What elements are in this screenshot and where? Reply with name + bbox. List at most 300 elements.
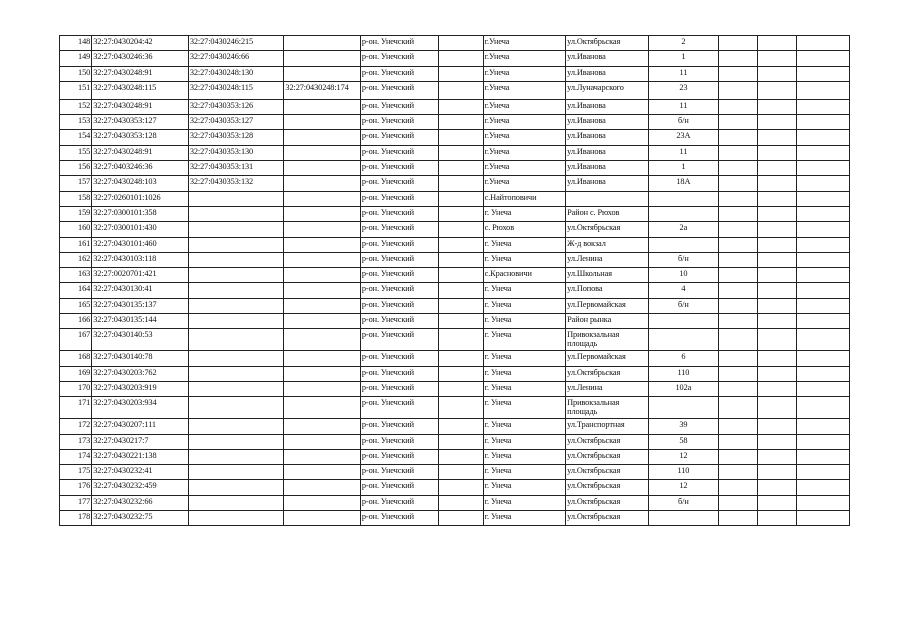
street-cell: ул.Школьная xyxy=(566,268,649,283)
row-number: 170 xyxy=(60,381,92,396)
cadastral-number-1: 32:27:0430140:78 xyxy=(92,351,189,366)
empty-cell-1 xyxy=(719,298,758,313)
cadastral-number-1: 32:27:0430353:128 xyxy=(92,130,189,145)
house-number-cell: 11 xyxy=(648,66,718,81)
table-row xyxy=(60,206,850,221)
row-number: 148 xyxy=(60,36,92,51)
house-number-cell xyxy=(648,397,718,419)
empty-cell-3 xyxy=(796,206,849,221)
empty-cell-3 xyxy=(796,115,849,130)
settlement-cell: г. Унеча xyxy=(483,495,566,510)
empty-cell-2 xyxy=(758,145,796,160)
empty-cell-3 xyxy=(796,191,849,206)
spacer-cell xyxy=(439,397,483,419)
cadastral-number-2 xyxy=(188,449,284,464)
house-number-cell: 4 xyxy=(648,283,718,298)
empty-cell-3 xyxy=(796,237,849,252)
settlement-cell: г. Унеча xyxy=(483,449,566,464)
spacer-cell xyxy=(439,495,483,510)
cadastral-number-1: 32:27:0300101:358 xyxy=(92,206,189,221)
empty-cell-3 xyxy=(796,283,849,298)
empty-cell-1 xyxy=(719,268,758,283)
cadastral-number-3 xyxy=(284,465,360,480)
empty-cell-3 xyxy=(796,397,849,419)
empty-cell-2 xyxy=(758,252,796,267)
empty-cell-3 xyxy=(796,366,849,381)
district-cell: р-он. Унечский xyxy=(360,511,438,526)
cadastral-number-1: 32:27:0430248:103 xyxy=(92,176,189,191)
empty-cell-3 xyxy=(796,381,849,396)
empty-cell-1 xyxy=(719,449,758,464)
street-cell xyxy=(566,191,649,206)
table-row xyxy=(60,81,850,99)
house-number-cell xyxy=(648,206,718,221)
row-number: 152 xyxy=(60,99,92,114)
row-number: 161 xyxy=(60,237,92,252)
cadastral-number-2: 32:27:0430353:131 xyxy=(188,161,284,176)
empty-cell-2 xyxy=(758,99,796,114)
spacer-cell xyxy=(439,465,483,480)
empty-cell-1 xyxy=(719,36,758,51)
spacer-cell xyxy=(439,268,483,283)
row-number: 177 xyxy=(60,495,92,510)
cadastral-number-3 xyxy=(284,283,360,298)
empty-cell-3 xyxy=(796,268,849,283)
street-cell: ул.Попова xyxy=(566,283,649,298)
spacer-cell xyxy=(439,366,483,381)
district-cell: р-он. Унечский xyxy=(360,381,438,396)
cadastral-number-2 xyxy=(188,283,284,298)
spacer-cell xyxy=(439,145,483,160)
table-row xyxy=(60,176,850,191)
district-cell: р-он. Унечский xyxy=(360,268,438,283)
empty-cell-1 xyxy=(719,206,758,221)
row-number: 160 xyxy=(60,222,92,237)
row-number: 173 xyxy=(60,434,92,449)
cadastral-number-2 xyxy=(188,511,284,526)
cadastral-number-2: 32:27:0430353:127 xyxy=(188,115,284,130)
house-number-cell: 11 xyxy=(648,99,718,114)
cadastral-number-1: 32:27:0403246:36 xyxy=(92,161,189,176)
settlement-cell: г.Унеча xyxy=(483,51,566,66)
table-row xyxy=(60,222,850,237)
empty-cell-2 xyxy=(758,283,796,298)
cadastral-number-3 xyxy=(284,222,360,237)
row-number: 162 xyxy=(60,252,92,267)
row-number: 154 xyxy=(60,130,92,145)
cadastral-number-3 xyxy=(284,434,360,449)
settlement-cell: г. Унеча xyxy=(483,434,566,449)
cadastral-number-1: 32:27:0430207:111 xyxy=(92,419,189,434)
empty-cell-1 xyxy=(719,329,758,351)
house-number-cell xyxy=(648,329,718,351)
street-cell: Привокзальная площадь xyxy=(566,397,649,419)
spacer-cell xyxy=(439,351,483,366)
empty-cell-1 xyxy=(719,99,758,114)
cadastral-number-3 xyxy=(284,298,360,313)
settlement-cell: г. Унеча xyxy=(483,480,566,495)
empty-cell-2 xyxy=(758,480,796,495)
empty-cell-2 xyxy=(758,298,796,313)
cadastral-number-1: 32:27:0430246:36 xyxy=(92,51,189,66)
table-row xyxy=(60,66,850,81)
street-cell: ул.Транспортная xyxy=(566,419,649,434)
settlement-cell: г.Унеча xyxy=(483,36,566,51)
spacer-cell xyxy=(439,176,483,191)
cadastral-number-3 xyxy=(284,145,360,160)
empty-cell-2 xyxy=(758,314,796,329)
house-number-cell: 11 xyxy=(648,145,718,160)
cadastral-number-2 xyxy=(188,191,284,206)
table-row xyxy=(60,495,850,510)
cadastral-number-3 xyxy=(284,397,360,419)
cadastral-number-2 xyxy=(188,237,284,252)
cadastral-number-3 xyxy=(284,366,360,381)
settlement-cell: г. Унеча xyxy=(483,351,566,366)
empty-cell-1 xyxy=(719,381,758,396)
cadastral-number-2 xyxy=(188,366,284,381)
empty-cell-1 xyxy=(719,314,758,329)
street-cell: ул.Октябрьская xyxy=(566,465,649,480)
spacer-cell xyxy=(439,237,483,252)
table-row xyxy=(60,161,850,176)
empty-cell-1 xyxy=(719,495,758,510)
row-number: 166 xyxy=(60,314,92,329)
district-cell: р-он. Унечский xyxy=(360,480,438,495)
street-cell: ул.Иванова xyxy=(566,145,649,160)
empty-cell-2 xyxy=(758,115,796,130)
empty-cell-1 xyxy=(719,161,758,176)
street-cell: ул.Луначарского xyxy=(566,81,649,99)
table-row xyxy=(60,480,850,495)
table-row xyxy=(60,449,850,464)
empty-cell-1 xyxy=(719,252,758,267)
cadastral-number-3 xyxy=(284,511,360,526)
cadastral-number-1: 32:27:0430248:115 xyxy=(92,81,189,99)
table-row xyxy=(60,419,850,434)
empty-cell-1 xyxy=(719,465,758,480)
empty-cell-3 xyxy=(796,329,849,351)
cadastral-number-2 xyxy=(188,434,284,449)
house-number-cell: 23 xyxy=(648,81,718,99)
house-number-cell: 10 xyxy=(648,268,718,283)
settlement-cell: г. Унеча xyxy=(483,329,566,351)
cadastral-number-1: 32:27:0300101:430 xyxy=(92,222,189,237)
row-number: 155 xyxy=(60,145,92,160)
table-row xyxy=(60,115,850,130)
settlement-cell: г.Унеча xyxy=(483,81,566,99)
house-number-cell: 12 xyxy=(648,480,718,495)
district-cell: р-он. Унечский xyxy=(360,329,438,351)
table-row xyxy=(60,99,850,114)
table-row xyxy=(60,298,850,313)
spacer-cell xyxy=(439,191,483,206)
street-cell: ул.Первомайская xyxy=(566,351,649,366)
settlement-cell: г. Унеча xyxy=(483,366,566,381)
cadastral-number-3 xyxy=(284,449,360,464)
settlement-cell: г. Унеча xyxy=(483,252,566,267)
street-cell: ул.Октябрьская xyxy=(566,495,649,510)
street-cell: ул.Октябрьская xyxy=(566,222,649,237)
empty-cell-3 xyxy=(796,495,849,510)
empty-cell-2 xyxy=(758,511,796,526)
cadastral-number-1: 32:27:0430353:127 xyxy=(92,115,189,130)
house-number-cell: 2а xyxy=(648,222,718,237)
empty-cell-1 xyxy=(719,66,758,81)
row-number: 158 xyxy=(60,191,92,206)
settlement-cell: с.Красновичи xyxy=(483,268,566,283)
empty-cell-1 xyxy=(719,419,758,434)
street-cell: ул.Иванова xyxy=(566,130,649,145)
district-cell: р-он. Унечский xyxy=(360,283,438,298)
row-number: 156 xyxy=(60,161,92,176)
empty-cell-1 xyxy=(719,51,758,66)
table-row xyxy=(60,381,850,396)
empty-cell-2 xyxy=(758,191,796,206)
cadastral-number-1: 32:27:0430232:459 xyxy=(92,480,189,495)
empty-cell-2 xyxy=(758,434,796,449)
empty-cell-2 xyxy=(758,36,796,51)
cadastral-number-2: 32:27:0430353:128 xyxy=(188,130,284,145)
cadastral-number-3 xyxy=(284,314,360,329)
street-cell: ул.Иванова xyxy=(566,99,649,114)
empty-cell-2 xyxy=(758,237,796,252)
district-cell: р-он. Унечский xyxy=(360,145,438,160)
house-number-cell xyxy=(648,237,718,252)
cadastral-number-2 xyxy=(188,381,284,396)
cadastral-number-3 xyxy=(284,237,360,252)
spacer-cell xyxy=(439,115,483,130)
empty-cell-1 xyxy=(719,115,758,130)
empty-cell-3 xyxy=(796,176,849,191)
row-number: 167 xyxy=(60,329,92,351)
spacer-cell xyxy=(439,283,483,298)
table-row xyxy=(60,465,850,480)
empty-cell-2 xyxy=(758,176,796,191)
district-cell: р-он. Унечский xyxy=(360,314,438,329)
empty-cell-3 xyxy=(796,298,849,313)
empty-cell-1 xyxy=(719,176,758,191)
cadastral-number-1: 32:27:0430103:118 xyxy=(92,252,189,267)
spacer-cell xyxy=(439,81,483,99)
street-cell: ул.Иванова xyxy=(566,115,649,130)
cadastral-number-2 xyxy=(188,465,284,480)
settlement-cell: с. Рюхов xyxy=(483,222,566,237)
house-number-cell xyxy=(648,511,718,526)
street-cell: ул.Октябрьская xyxy=(566,36,649,51)
cadastral-number-1: 32:27:0430232:41 xyxy=(92,465,189,480)
settlement-cell: г. Унеча xyxy=(483,298,566,313)
settlement-cell: г. Унеча xyxy=(483,237,566,252)
row-number: 172 xyxy=(60,419,92,434)
cadastral-number-2 xyxy=(188,351,284,366)
cadastral-number-3 xyxy=(284,495,360,510)
district-cell: р-он. Унечский xyxy=(360,161,438,176)
table-row xyxy=(60,36,850,51)
row-number: 165 xyxy=(60,298,92,313)
row-number: 174 xyxy=(60,449,92,464)
empty-cell-3 xyxy=(796,465,849,480)
cadastral-number-2 xyxy=(188,480,284,495)
empty-cell-2 xyxy=(758,66,796,81)
empty-cell-3 xyxy=(796,130,849,145)
street-cell: ул.Иванова xyxy=(566,66,649,81)
empty-cell-2 xyxy=(758,206,796,221)
empty-cell-2 xyxy=(758,161,796,176)
house-number-cell: б/н xyxy=(648,115,718,130)
street-cell: ул.Ленина xyxy=(566,252,649,267)
district-cell: р-он. Унечский xyxy=(360,81,438,99)
district-cell: р-он. Унечский xyxy=(360,351,438,366)
spacer-cell xyxy=(439,252,483,267)
cadastral-number-1: 32:27:0430140:53 xyxy=(92,329,189,351)
spacer-cell xyxy=(439,99,483,114)
empty-cell-2 xyxy=(758,351,796,366)
street-cell: ул.Октябрьская xyxy=(566,511,649,526)
empty-cell-3 xyxy=(796,161,849,176)
cadastral-number-1: 32:27:0430204:42 xyxy=(92,36,189,51)
settlement-cell: г. Унеча xyxy=(483,314,566,329)
row-number: 159 xyxy=(60,206,92,221)
empty-cell-3 xyxy=(796,145,849,160)
house-number-cell: 12 xyxy=(648,449,718,464)
row-number: 157 xyxy=(60,176,92,191)
street-cell: Район рынка xyxy=(566,314,649,329)
cadastral-number-3 xyxy=(284,381,360,396)
empty-cell-1 xyxy=(719,237,758,252)
table-row xyxy=(60,51,850,66)
street-cell: ул.Иванова xyxy=(566,51,649,66)
cadastral-number-2 xyxy=(188,329,284,351)
cadastral-number-1: 32:27:0020701:421 xyxy=(92,268,189,283)
empty-cell-2 xyxy=(758,397,796,419)
street-cell: Привокзальная площадь xyxy=(566,329,649,351)
empty-cell-2 xyxy=(758,81,796,99)
house-number-cell: 23А xyxy=(648,130,718,145)
empty-cell-3 xyxy=(796,51,849,66)
spacer-cell xyxy=(439,161,483,176)
empty-cell-2 xyxy=(758,268,796,283)
cadastral-number-2 xyxy=(188,495,284,510)
cadastral-number-3 xyxy=(284,99,360,114)
table-row xyxy=(60,283,850,298)
empty-cell-3 xyxy=(796,81,849,99)
row-number: 168 xyxy=(60,351,92,366)
street-cell: ул.Октябрьская xyxy=(566,480,649,495)
spacer-cell xyxy=(439,314,483,329)
cadastral-number-1: 32:27:0430248:91 xyxy=(92,99,189,114)
cadastral-number-1: 32:27:0430232:66 xyxy=(92,495,189,510)
empty-cell-2 xyxy=(758,419,796,434)
empty-cell-3 xyxy=(796,222,849,237)
cadastral-number-1: 32:27:0260101:1026 xyxy=(92,191,189,206)
district-cell: р-он. Унечский xyxy=(360,99,438,114)
cadastral-number-3 xyxy=(284,191,360,206)
cadastral-number-2: 32:27:0430353:130 xyxy=(188,145,284,160)
cadastral-number-3 xyxy=(284,268,360,283)
table-row xyxy=(60,252,850,267)
empty-cell-3 xyxy=(796,434,849,449)
table-row xyxy=(60,397,850,419)
empty-cell-3 xyxy=(796,314,849,329)
row-number: 176 xyxy=(60,480,92,495)
street-cell: ул.Иванова xyxy=(566,161,649,176)
district-cell: р-он. Унечский xyxy=(360,66,438,81)
cadastral-number-1: 32:27:0430203:919 xyxy=(92,381,189,396)
district-cell: р-он. Унечский xyxy=(360,36,438,51)
spacer-cell xyxy=(439,66,483,81)
cadastral-number-2: 32:27:0430353:126 xyxy=(188,99,284,114)
cadastral-number-3 xyxy=(284,161,360,176)
empty-cell-3 xyxy=(796,66,849,81)
cadastral-number-2: 32:27:0430248:130 xyxy=(188,66,284,81)
table-row xyxy=(60,366,850,381)
row-number: 149 xyxy=(60,51,92,66)
empty-cell-1 xyxy=(719,480,758,495)
house-number-cell: 6 xyxy=(648,351,718,366)
cadastral-number-1: 32:27:0430135:144 xyxy=(92,314,189,329)
empty-cell-3 xyxy=(796,99,849,114)
table-row xyxy=(60,237,850,252)
cadastral-number-1: 32:27:0430232:75 xyxy=(92,511,189,526)
empty-cell-1 xyxy=(719,511,758,526)
cadastral-number-3 xyxy=(284,51,360,66)
cadastral-number-1: 32:27:0430203:934 xyxy=(92,397,189,419)
district-cell: р-он. Унечский xyxy=(360,397,438,419)
empty-cell-2 xyxy=(758,329,796,351)
spacer-cell xyxy=(439,511,483,526)
street-cell: ул.Иванова xyxy=(566,176,649,191)
cadastral-number-1: 32:27:0430135:137 xyxy=(92,298,189,313)
cadastral-number-2: 32:27:0430248:115 xyxy=(188,81,284,99)
house-number-cell: 58 xyxy=(648,434,718,449)
street-cell: ул.Октябрьская xyxy=(566,366,649,381)
empty-cell-2 xyxy=(758,51,796,66)
district-cell: р-он. Унечский xyxy=(360,222,438,237)
empty-cell-2 xyxy=(758,366,796,381)
house-number-cell: 1 xyxy=(648,161,718,176)
district-cell: р-он. Унечский xyxy=(360,130,438,145)
house-number-cell: б/н xyxy=(648,252,718,267)
cadastral-number-3 xyxy=(284,351,360,366)
house-number-cell: 18А xyxy=(648,176,718,191)
district-cell: р-он. Унечский xyxy=(360,298,438,313)
row-number: 175 xyxy=(60,465,92,480)
cadastral-number-3 xyxy=(284,130,360,145)
spacer-cell xyxy=(439,449,483,464)
street-cell: ул.Ленина xyxy=(566,381,649,396)
house-number-cell: 2 xyxy=(648,36,718,51)
spacer-cell xyxy=(439,298,483,313)
district-cell: р-он. Унечский xyxy=(360,495,438,510)
empty-cell-2 xyxy=(758,222,796,237)
cadastral-number-3 xyxy=(284,66,360,81)
cadastral-number-3 xyxy=(284,419,360,434)
spacer-cell xyxy=(439,434,483,449)
cadastral-number-2 xyxy=(188,397,284,419)
empty-cell-1 xyxy=(719,222,758,237)
empty-cell-2 xyxy=(758,381,796,396)
spacer-cell xyxy=(439,381,483,396)
district-cell: р-он. Унечский xyxy=(360,51,438,66)
spacer-cell xyxy=(439,419,483,434)
table-row xyxy=(60,329,850,351)
cadastral-number-3 xyxy=(284,480,360,495)
empty-cell-1 xyxy=(719,366,758,381)
cadastral-number-3 xyxy=(284,115,360,130)
table-row xyxy=(60,351,850,366)
spacer-cell xyxy=(439,130,483,145)
